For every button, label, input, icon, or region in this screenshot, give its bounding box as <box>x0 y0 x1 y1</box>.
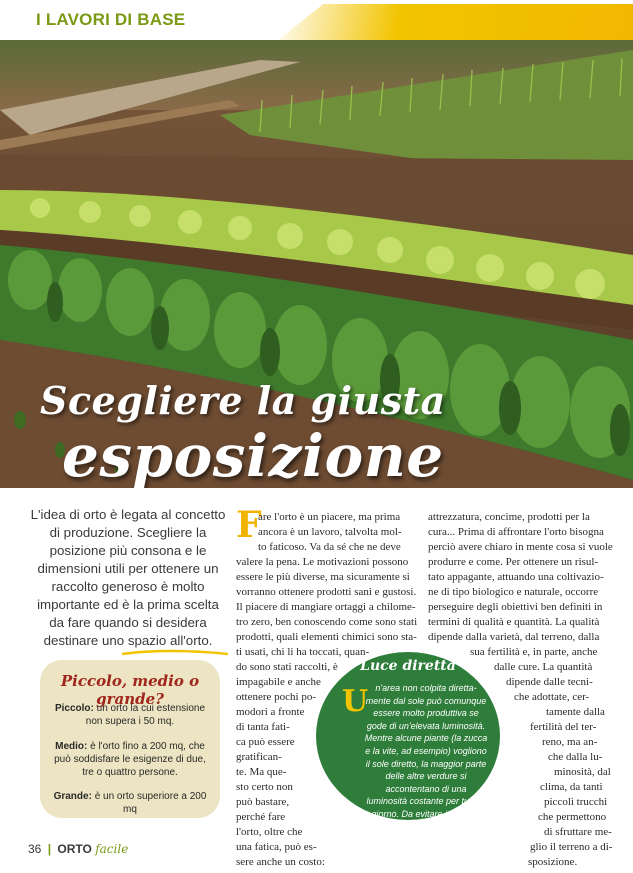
article-line: te. Ma que- <box>236 766 287 778</box>
magazine-name: ORTO <box>57 842 92 856</box>
article-line: produrre e come. Per ottenere un risul- <box>428 556 599 568</box>
article-line: tro zero, ben conoscendo come sono stati <box>236 616 418 628</box>
section-accent-bar <box>273 4 633 44</box>
article-line: di tanta fati- <box>236 721 290 733</box>
article-line: piccoli trucchi <box>544 796 608 808</box>
article-line: to faticoso. Va da sé che ne deve <box>258 541 401 553</box>
article-line: ancora è un lavoro, talvolta mol- <box>258 526 402 538</box>
sidebar-term: Grande: <box>53 791 92 802</box>
article-line: sposizione. <box>528 856 578 868</box>
article-dropcap: F <box>236 504 262 546</box>
article-line: attrezzatura, concime, prodotti per la <box>428 511 590 523</box>
article-line: una fatica, può es- <box>236 841 317 853</box>
sidebar-item-medio <box>48 740 212 779</box>
article-line: può bastare, <box>236 796 290 808</box>
magazine-name-script: facile <box>95 842 129 856</box>
article-line: do sono stati raccolti, è <box>236 661 338 673</box>
article-line: sere anche un costo: <box>236 856 325 868</box>
article-line: ti usati, chi li ha toccati, quan- <box>236 646 370 658</box>
article-line: tato appagante, attuando una coltivazio- <box>428 571 604 583</box>
article-line: perciò avere chiaro in mente cosa si vuole <box>428 541 613 553</box>
sidebar-desc: è un orto superiore a 200 mq <box>94 791 207 815</box>
article-line: ne di tipo biologico e naturale, occorre <box>428 586 599 598</box>
hero-photo <box>0 40 633 488</box>
sidebar-desc: un orto la cui estensione non supera i 50 mq. <box>85 703 206 727</box>
article-line: tamente dalla <box>546 706 605 718</box>
intro-text: L'idea di orto è legata al concetto di produzione. Scegliere la posizione più consona e le dimensioni utili per ottenere un raccolto generoso è molto importante ed è la prima scelta da fare quando si desidera destinare uno spazio all'orto. <box>30 507 226 648</box>
article-line: impagabile e anche <box>236 676 321 688</box>
article-line: perseguire degli obiettivi ben definiti in <box>428 601 603 613</box>
page-footer <box>28 842 128 856</box>
callout-text: n'area non colpita diretta-mente dal sole può comunque essere molto produttiva se gode di un'elevata luminosità. Mentre alcune piante (la zucca e la vite, ad esempio) vogliono il sole diretto, la maggior parte delle altre verdure si accontentano di una luminosità costante per tutto il giorno. Da evitare invece le zone normalmente in ombra scura. <box>364 683 488 845</box>
callout-title: Luce diretta <box>360 658 456 674</box>
sidebar-term: Medio: <box>55 741 88 752</box>
article-line: Il piacere di mangiare ortaggi a chilome- <box>236 601 416 613</box>
article-line: ca può essere <box>236 736 295 748</box>
page-number: 36 <box>28 842 42 856</box>
article-line: ottenere pochi po- <box>236 691 317 703</box>
article-line: dalle cure. La quantità <box>494 661 593 673</box>
article-line: che adottate, cer- <box>514 691 590 703</box>
article-line: l'orto, oltre che <box>236 826 303 838</box>
size-sidebar-box <box>40 660 220 818</box>
sidebar-item-piccolo <box>48 702 212 728</box>
article-line: di sfruttare me- <box>544 826 612 838</box>
article-line: essere le più diverse, ma sicuramente si <box>236 571 410 583</box>
article-line: fertilità del ter- <box>530 721 597 733</box>
article-line: gratifican- <box>236 751 282 763</box>
article-line: perché fare <box>236 811 286 823</box>
sidebar-desc: è l'orto fino a 200 mq, che può soddisfare le esigenze di due, tre o quattro persone. <box>54 741 206 778</box>
sidebar-item-grande <box>48 790 212 816</box>
article-line: termini di qualità e quantità. La qualità <box>428 616 600 628</box>
article-line: valere la pena. Le motivazioni possono <box>236 556 409 568</box>
sidebar-term: Piccolo: <box>54 703 94 714</box>
article-line: are l'orto è un piacere, ma prima <box>258 511 401 523</box>
article-line: dipende dalla varietà, dal terreno, dalla <box>428 631 600 643</box>
article-line: clima, da tanti <box>540 781 603 793</box>
article-line: modori a fronte <box>236 706 305 718</box>
article-line: prodotti, quali elementi chimici sono sta- <box>236 631 417 643</box>
article-line: reno, ma an- <box>542 736 598 748</box>
sidebar-title: Piccolo, medio o grande? <box>60 672 200 708</box>
intro-divider <box>120 648 230 658</box>
article-line: cura... Prima di affrontare l'orto bisogna <box>428 526 604 538</box>
callout-circle <box>310 646 506 845</box>
article-title-line1: Scegliere la giusta <box>40 378 446 423</box>
article-line: sua fertilità e, in parte, anche <box>470 646 598 658</box>
article-line: che permettono <box>538 811 607 823</box>
article-line: dipende dalle tecni- <box>506 676 593 688</box>
section-label: I LAVORI DI BASE <box>36 10 186 29</box>
article-line: minosità, dal <box>554 766 611 778</box>
callout-dropcap: U <box>342 684 369 719</box>
article-line: glio il terreno a di- <box>530 841 613 853</box>
article-line: vorranno ottenere prodotti sani e gustosi. <box>236 586 417 598</box>
article-title-line2: esposizione <box>62 422 444 488</box>
article-line: che dalla lu- <box>548 751 603 763</box>
article-line: sto certo non <box>236 781 293 793</box>
footer-separator: | <box>47 842 52 856</box>
